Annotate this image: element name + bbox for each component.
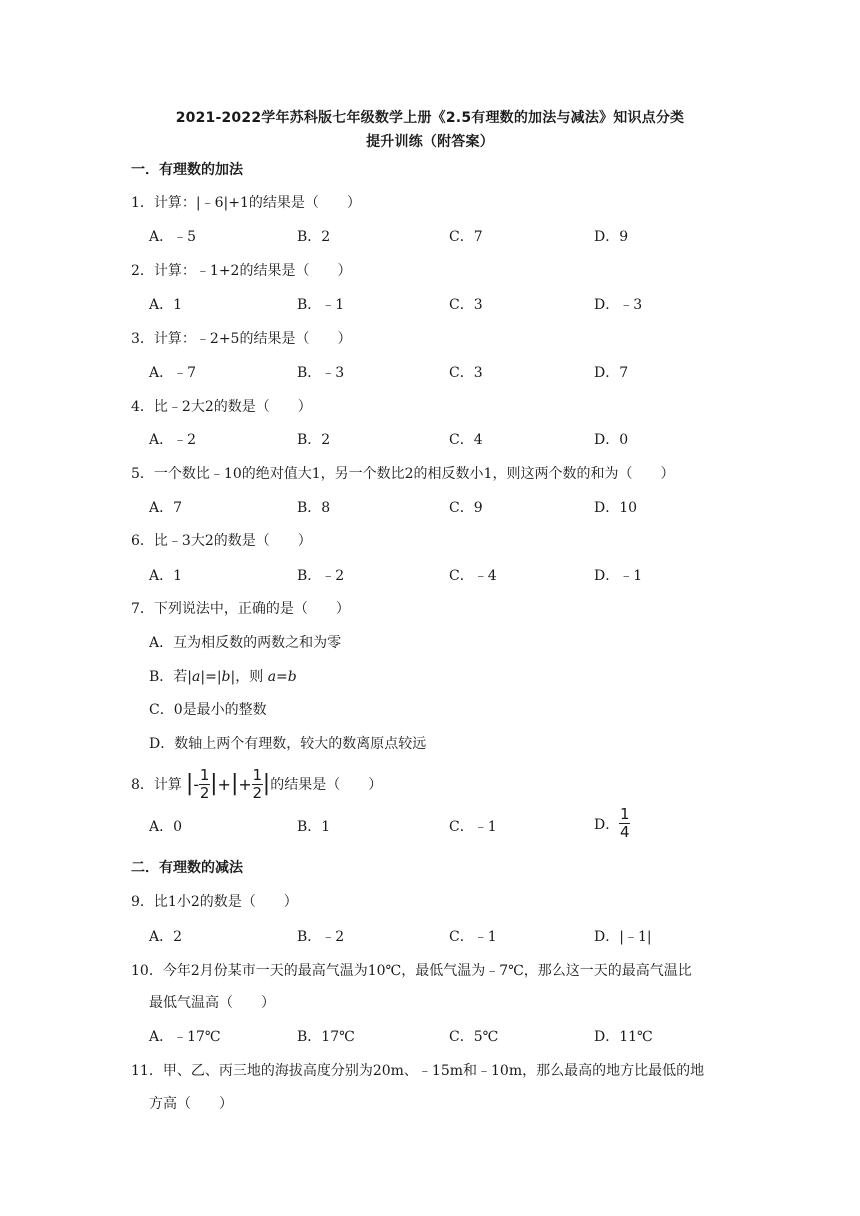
document-title: 2021-2022学年苏科版七年级数学上册《2.5有理数的加法与减法》知识点分类 — [175, 110, 685, 126]
question-9 — [131, 891, 298, 911]
option-d: D．7 — [594, 365, 629, 381]
question-7 — [131, 598, 350, 618]
option-b: B．2 — [297, 432, 331, 448]
option-a: A．﹣5 — [149, 229, 197, 245]
option-a: A．7 — [149, 500, 183, 516]
question-number: 10． — [131, 963, 163, 979]
option-d: D． $\frac{1}{4}$ — [594, 805, 630, 841]
option-b: B．17℃ — [297, 1029, 355, 1045]
question-number: 8． — [131, 777, 154, 793]
question-number: 7． — [131, 601, 154, 617]
question-8 — [131, 766, 382, 802]
question-1 — [131, 192, 361, 212]
question-3 — [131, 328, 351, 348]
option-a: A．互为相反数的两数之和为零 — [149, 635, 342, 651]
question-4 — [131, 396, 312, 416]
question-number: 9． — [131, 894, 154, 910]
question-text: 甲、乙、丙三地的海拔高度分别为20m、﹣15m和﹣10m，那么最高的地方比最低的地 — [162, 1063, 705, 1079]
fraction-one-quarter: $\frac{1}{4}$ — [619, 805, 630, 841]
option-b: B．若|a|=|b|，则 a=b — [149, 669, 297, 685]
question-2 — [131, 260, 351, 280]
option-c: C．3 — [449, 365, 483, 381]
math-expression: | - $\frac{1}{2}$ | + | + $\frac{1}{2}$ | — [185, 765, 271, 802]
option-d: D．0 — [594, 432, 629, 448]
option-b: B．8 — [297, 500, 331, 516]
option-c: C．5℃ — [449, 1029, 499, 1045]
question-text: 计算：|﹣6|+1的结果是（ ） — [153, 195, 361, 211]
option-b: B．﹣2 — [297, 929, 345, 945]
question-text: 下列说法中，正确的是（ ） — [153, 601, 350, 617]
option-c: C．﹣1 — [449, 929, 497, 945]
question-text: 今年2月份某市一天的最高气温为10℃，最低气温为﹣7℃，那么这一天的最高气温比 — [162, 963, 692, 979]
option-a: A．﹣2 — [149, 432, 197, 448]
section-heading-addition: 一．有理数的加法 — [131, 162, 243, 178]
question-11 — [131, 1060, 704, 1080]
question-text: 一个数比﹣10的绝对值大1，另一个数比2的相反数小1，则这两个数的和为（ ） — [153, 466, 675, 482]
option-a: A．﹣7 — [149, 365, 197, 381]
option-a: A．﹣17℃ — [149, 1029, 221, 1045]
option-a: A．1 — [149, 568, 183, 584]
option-c: C．7 — [449, 229, 483, 245]
question-number: 4． — [131, 399, 154, 415]
question-text: 比1小2的数是（ ） — [153, 894, 298, 910]
option-c: C．0是最小的整数 — [149, 702, 267, 718]
option-b: B．﹣3 — [297, 365, 345, 381]
question-10-continued: 最低气温高（ ） — [149, 995, 275, 1011]
option-c: C．﹣1 — [449, 819, 497, 835]
option-c: C．9 — [449, 500, 483, 516]
question-number: 1． — [131, 195, 154, 211]
option-b: B．1 — [297, 819, 331, 835]
option-b: B．﹣2 — [297, 568, 345, 584]
option-d: D．11℃ — [594, 1029, 653, 1045]
question-text: 比﹣3大2的数是（ ） — [153, 533, 312, 549]
question-text: 计算：﹣2+5的结果是（ ） — [153, 331, 352, 347]
option-b: B．﹣1 — [297, 297, 345, 313]
question-number: 6． — [131, 533, 154, 549]
option-d: D．9 — [594, 229, 629, 245]
question-number: 11． — [131, 1063, 163, 1079]
option-d: D．﹣3 — [594, 297, 643, 313]
option-d: D．|﹣1| — [594, 929, 652, 945]
option-c: C．4 — [449, 432, 483, 448]
section-heading-subtraction: 二．有理数的减法 — [131, 860, 243, 876]
question-text: 计算 — [153, 777, 182, 793]
option-c: C．3 — [449, 297, 483, 313]
option-d: D．数轴上两个有理数，较大的数离原点较远 — [149, 736, 427, 752]
question-number: 5． — [131, 466, 154, 482]
question-text: 计算：﹣1+2的结果是（ ） — [153, 263, 352, 279]
question-6 — [131, 530, 312, 550]
question-text: 比﹣2大2的数是（ ） — [153, 399, 312, 415]
option-a: A．0 — [149, 819, 183, 835]
option-d: D．﹣1 — [594, 568, 643, 584]
option-c: C．﹣4 — [449, 568, 497, 584]
option-a: A．1 — [149, 297, 183, 313]
question-number: 3． — [131, 331, 154, 347]
question-number: 2． — [131, 263, 154, 279]
question-11-continued: 方高（ ） — [149, 1096, 233, 1112]
question-5 — [131, 463, 674, 483]
option-b: B．2 — [297, 229, 331, 245]
option-a: A．2 — [149, 929, 183, 945]
document-subtitle: 提升训练（附答案） — [366, 134, 494, 150]
question-text-end: 的结果是（ ） — [270, 777, 383, 793]
question-10 — [131, 960, 692, 980]
option-d: D．10 — [594, 500, 638, 516]
